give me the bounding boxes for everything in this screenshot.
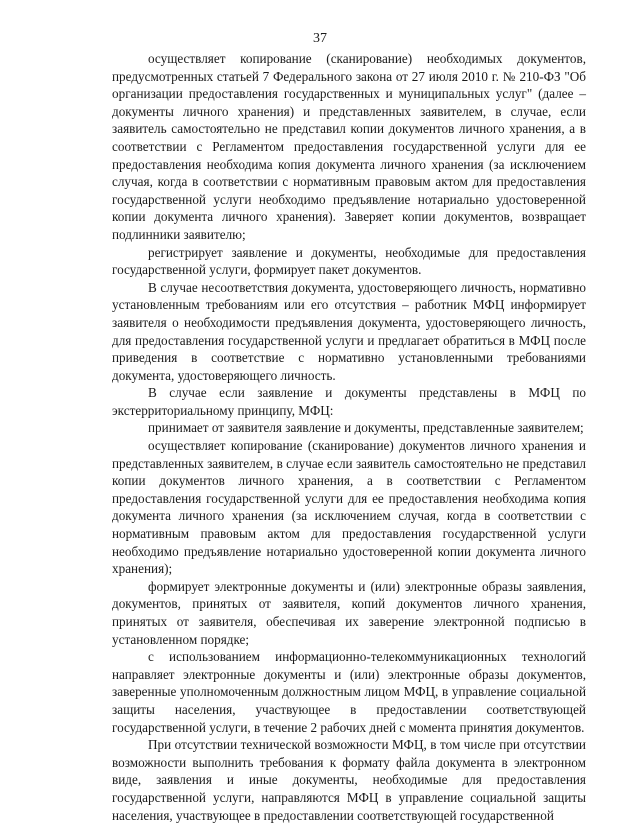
document-body bbox=[112, 50, 586, 824]
paragraph-forms-electronic-documents: формирует электронные документы и (или) электронные образы заявления, документов, принятых от заявителя, копий документов личного хранения, принятых от заявителя, обеспечивая их заверение электронной подписью в установленном порядке; bbox=[112, 578, 586, 647]
paragraph-sends-electronic-documents: с использованием информационно-телекоммуникационных технологий направляет электронные документы и (или) электронные образы документов, заверенные уполномоченным должностным лицом МФЦ, в управление социальной защиты населения, участвующее в предоставлении соответствующей государственной услуги, в течение 2 рабочих дней с момента принятия документов. bbox=[112, 649, 586, 735]
paragraph-extraterritorial-principle: В случае если заявление и документы представлены в МФЦ по экстерриториальному принципу, МФЦ: bbox=[112, 385, 586, 418]
paragraph-copying-personal-documents: осуществляет копирование (сканирование) документов личного хранения и представленных заявителем, в случае если заявитель самостоятельно не представил копии документов личного хранения, а в соответствии с Регламентом предоставления государственной услуги для ее предоставления необходима копия документа личного хранения (за исключением случая, когда в соответствии с нормативным правовым актом для предоставления государственной услуги необходимо предъявление нотариально удостоверенной копии документа личного хранения); bbox=[112, 438, 586, 577]
paragraph-no-technical-capability: При отсутствии технической возможности МФЦ, в том числе при отсутствии возможности выполнить требования к формату файла документа в электронном виде, заявления и иные документы, необходимые для предоставления государственной услуги, направляются МФЦ в управление социальной защиты населения, участвующее в предоставлении соответствующей государственной bbox=[112, 737, 586, 823]
paragraph-copying-documents: осуществляет копирование (сканирование) необходимых документов, предусмотренных статьей 7 Федерального закона от 27 июля 2010 г. № 210-ФЗ "Об организации предоставления государственных и муниципальных услуг" (далее – документы личного хранения) и представленных заявителем, в случае, если заявитель самостоятельно не представил копии документов личного хранения, а в соответствии с Регламентом предоставления государственной услуги для ее предоставления необходима копия документа личного хранения (за исключением случая, когда в соответствии с нормативным правовым актом для предоставления государственной услуги необходимо предъявление нотариально удостоверенной копии документа личного хранения). Заверяет копии документов, возвращает подлинники заявителю; bbox=[112, 51, 586, 242]
paragraph-registers-application: регистрирует заявление и документы, необходимые для предоставления государственной услуги, формирует пакет документов. bbox=[112, 244, 586, 278]
paragraph-accepts-application: принимает от заявителя заявление и документы, представленные заявителем; bbox=[148, 420, 584, 436]
paragraph-identity-document-mismatch: В случае несоответствия документа, удостоверяющего личность, нормативно установленным требованиям или его отсутствия – работник МФЦ информирует заявителя о необходимости предъявления документа, удостоверяющего личность, для предоставления государственной услуги и предлагает обратиться в МФЦ после приведения в соответствие с нормативно установленными требованиями документа, удостоверяющего личность. bbox=[112, 279, 586, 383]
page-number: 37 bbox=[313, 31, 327, 46]
